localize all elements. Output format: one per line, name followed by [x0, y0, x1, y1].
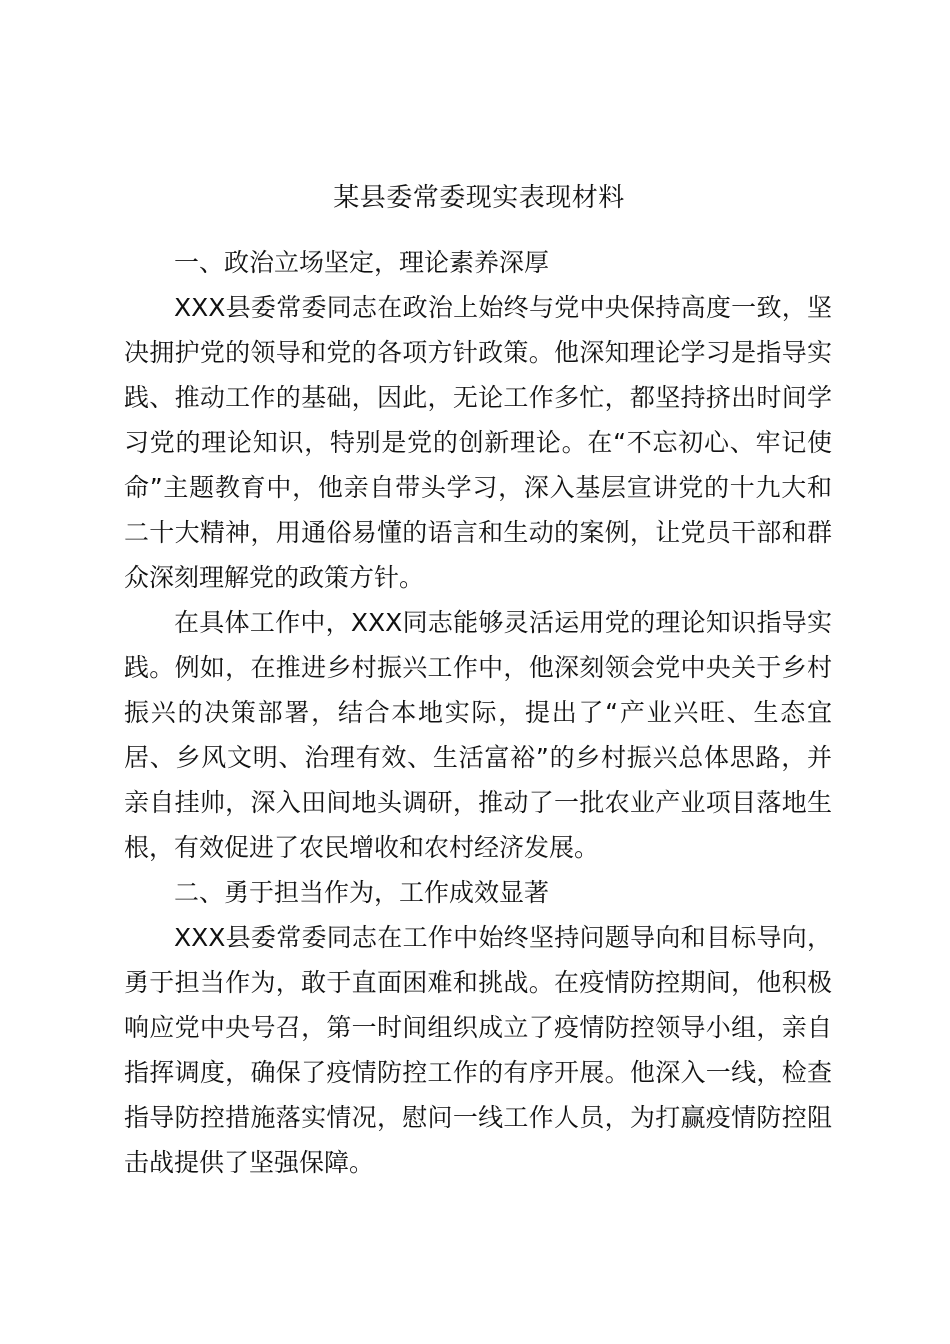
body-paragraph-3: XXX县委常委同志在工作中始终坚持问题导向和目标导向，勇于担当作为，敢于直面困难和挑战。在疫情防控期间，他积极响应党中央号召，第一时间组织成立了疫情防控领导小组，亲自指挥调度，确保了疫情防控工作的有序开展。他深入一线，检查指导防控措施落实情况，慰问一线工作人员，为打赢疫情防控阻击战提供了坚强保障。 — [124, 923, 832, 1177]
document-body — [124, 240, 832, 1185]
section-heading-2: 二、勇于担当作为，工作成效显著 — [174, 878, 550, 907]
section-heading-1: 一、政治立场坚定，理论素养深厚 — [174, 248, 550, 277]
body-paragraph-1: XXX县委常委同志在政治上始终与党中央保持高度一致，坚决拥护党的领导和党的各项方针政策。他深知理论学习是指导实践、推动工作的基础，因此，无论工作多忙，都坚持挤出时间学习党的理论知识，特别是党的创新理论。在“不忘初心、牢记使命”主题教育中，他亲自带头学习，深入基层宣讲党的十九大和二十大精神，用通俗易懂的语言和生动的案例，让党员干部和群众深刻理解党的政策方针。 — [124, 293, 832, 592]
document-title: 某县委常委现实表现材料 — [333, 183, 625, 213]
body-paragraph-2: 在具体工作中，XXX同志能够灵活运用党的理论知识指导实践。例如，在推进乡村振兴工作中，他深刻领会党中央关于乡村振兴的决策部署，结合本地实际，提出了“产业兴旺、生态宜居、乡风文明、治理有效、生活富裕”的乡村振兴总体思路，并亲自挂帅，深入田间地头调研，推动了一批农业产业项目落地生根，有效促进了农民增收和农村经济发展。 — [124, 608, 832, 862]
